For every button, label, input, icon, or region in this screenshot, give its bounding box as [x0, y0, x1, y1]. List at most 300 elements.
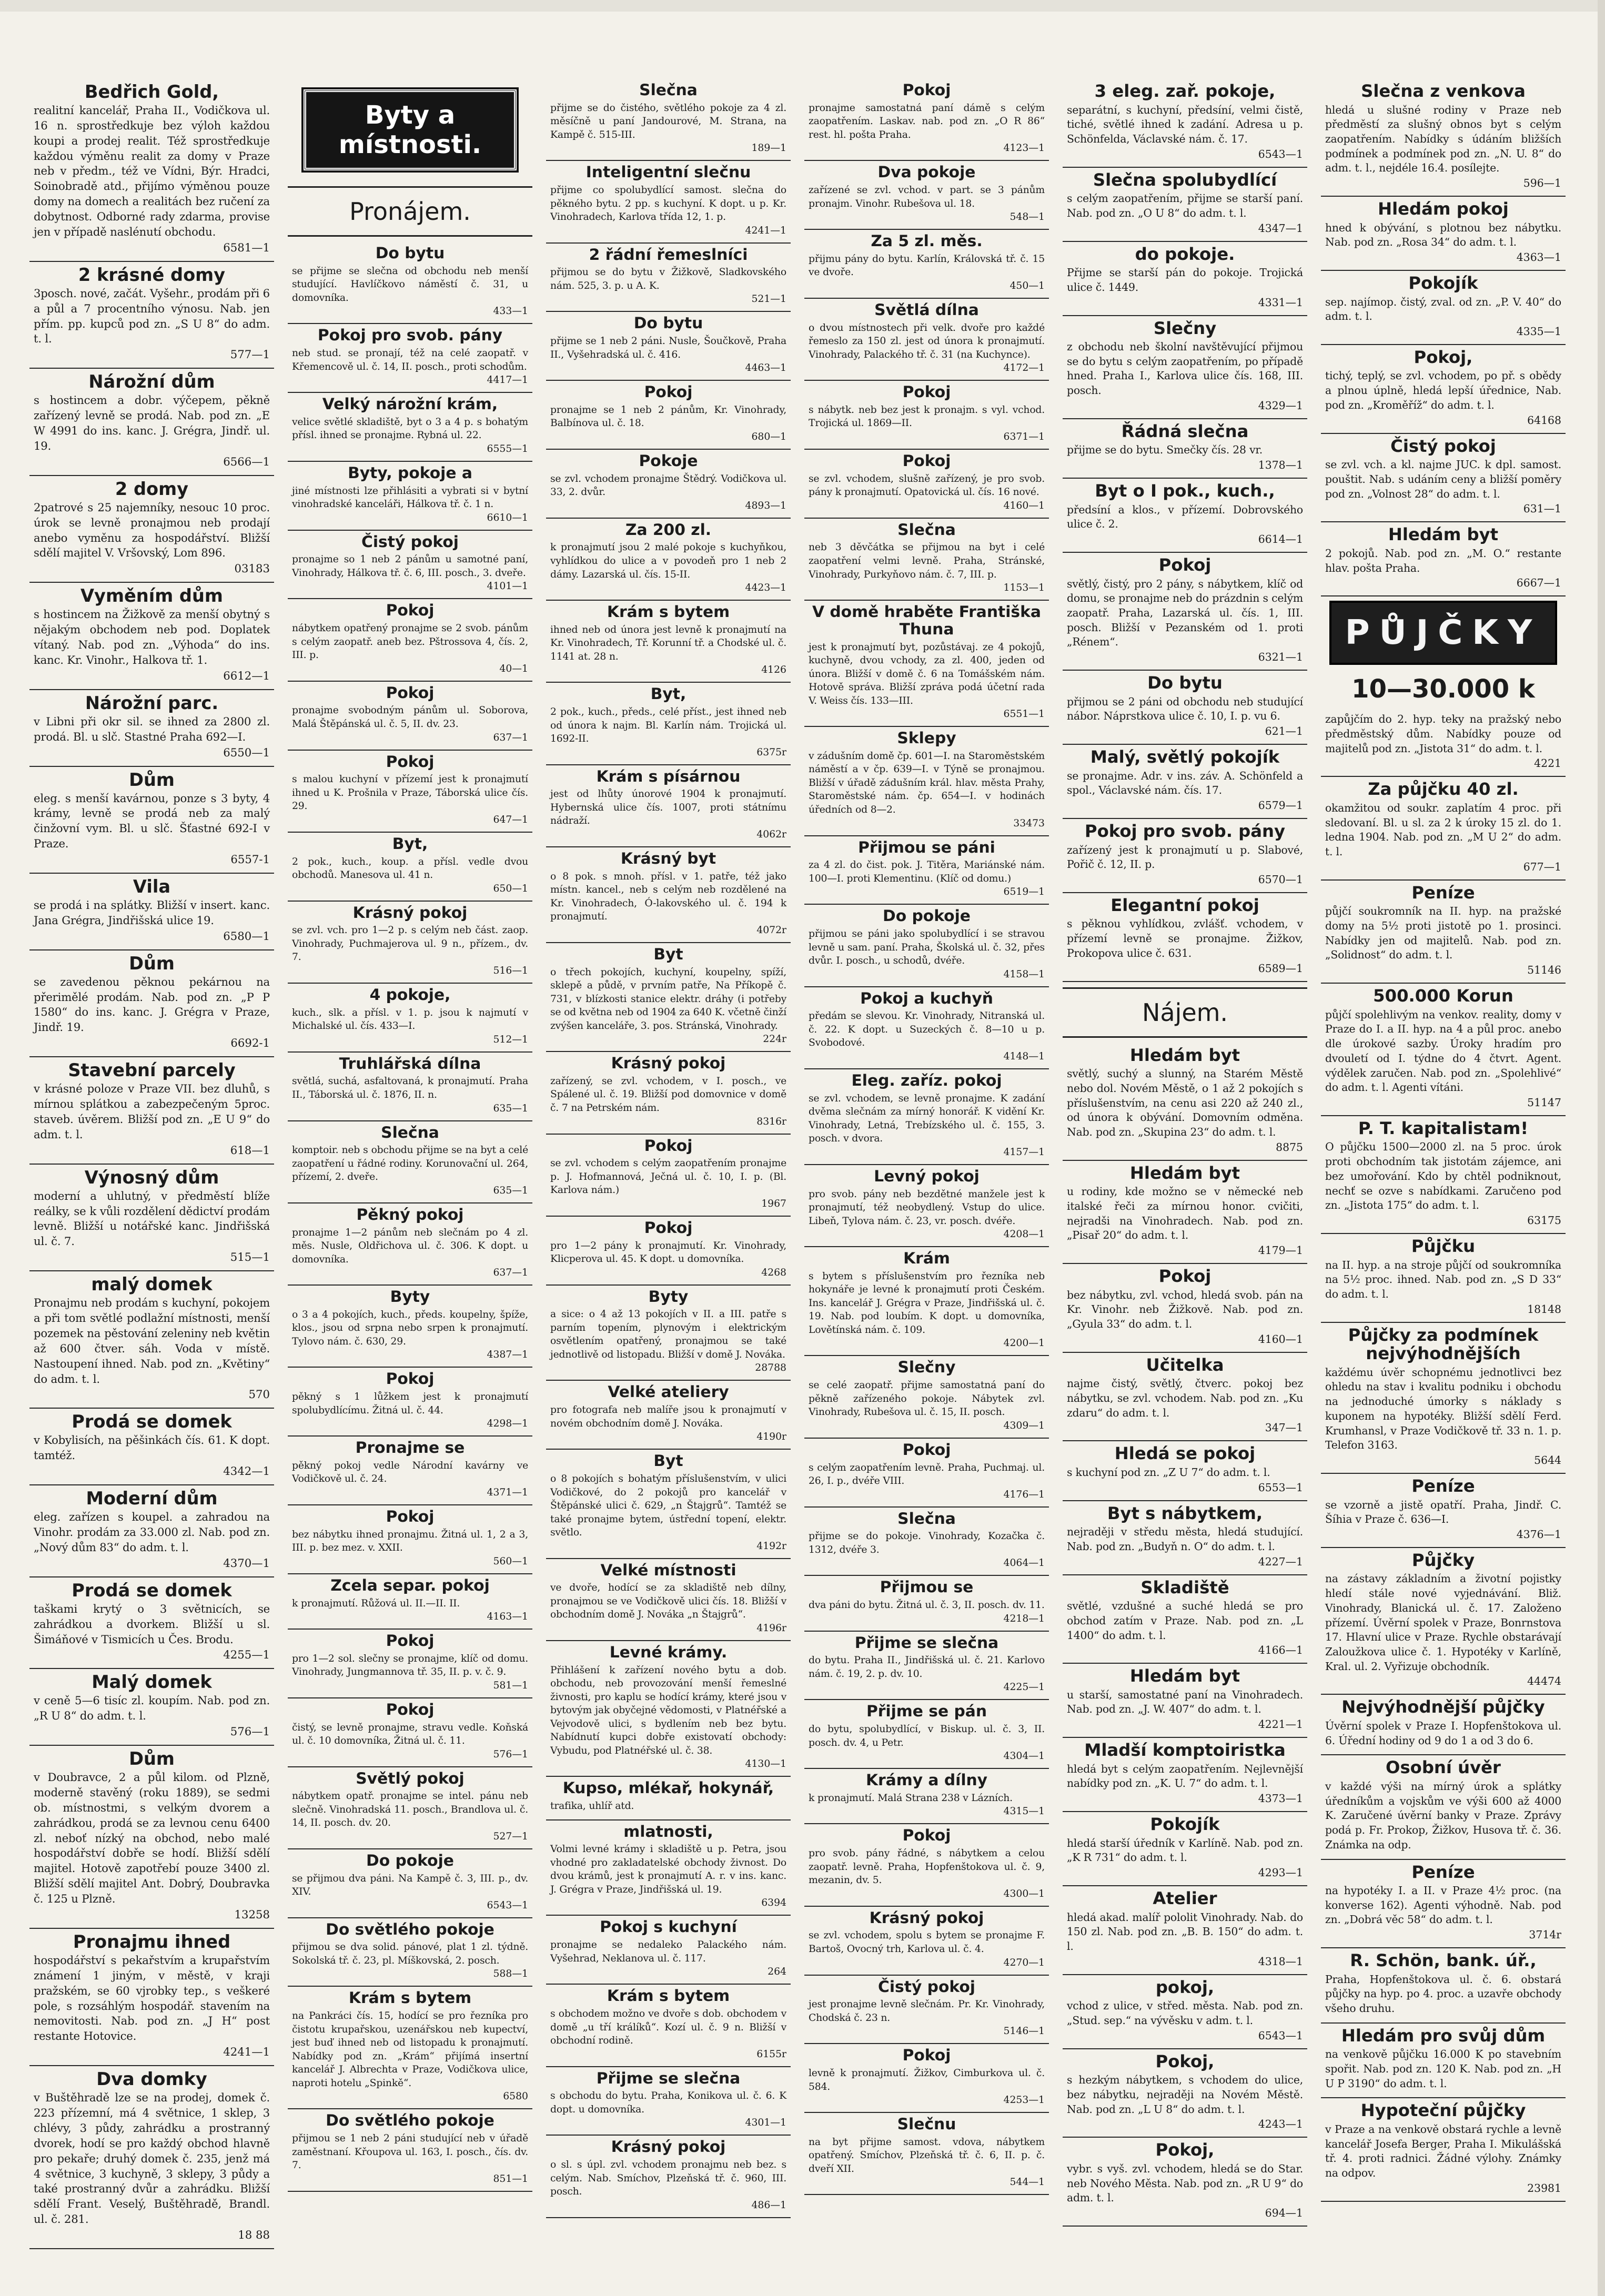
- classified-ad: [546, 2067, 791, 2136]
- classified-ad: [1063, 419, 1307, 479]
- ad-title: Pokoj: [386, 1632, 435, 1651]
- ad-code: 4101—1: [487, 581, 528, 592]
- ad-code: 4304—1: [1003, 1751, 1045, 1762]
- ad-body: v Doubravce, 2 a půl kilom. od Plzně, moderně stavěný (roku 1889), se sedmi ob. místnostmi, s velkým dvorem a zahrádkou, prodá se za levnou cenu 6400 zl. neboť nízký na obchod, nebo malé hospodářství dobře se hodí. Bližší sdělí majitel. Hotově zapotřebí pouze 3400 zl. Bližší sdělí majitel Ant. Dobrý, Doubravka č. 125 u Plzně.: [34, 1771, 270, 1906]
- ad-body: světlý, suchý a slunný, na Starém Městě nebo dol. Novém Městě, o 1 až 2 pokojích s příslušenstvím, na cenu asi 220 až 240 zl., od února k obývání. Domovním odměna. Nab. pod zn. „Skupina 23“ do adm. t. l.: [1067, 1067, 1303, 1138]
- ad-body: se zvl. vchodem, se levně pronajme. K zadání dvěma slečnám za mírný honorář. K vidění Kr. Vinohrady, Letná, Trebízského ul. č. 155, 3. posch. v dvora.: [809, 1093, 1045, 1145]
- classified-ad: [29, 1929, 274, 2066]
- classified-ad: [804, 1576, 1049, 1631]
- ad-code: 512—1: [493, 1034, 528, 1045]
- ad-body: komptoir. neb s obchodu přijme se na byt a celé zaopatření u řádné rodiny. Korunovační ul. 264, přízemí, 2. dveře.: [292, 1145, 528, 1183]
- ad-title: Pronajme se: [355, 1439, 465, 1458]
- ad-body: se celé zaopatř. přijme samostatná paní do pěkně zařízeného pokoje. Nábytek zvl. Vinohrady, Rubešova ul. č. 15, II. posch.: [809, 1380, 1045, 1418]
- ad-code: 4893—1: [745, 500, 786, 511]
- classified-ad: [1321, 522, 1566, 596]
- ad-code: 521—1: [751, 294, 786, 305]
- classified-ad: [546, 847, 791, 943]
- ad-title: Půjčky za podmínek nejvýhodnějších: [1348, 1324, 1539, 1364]
- ad-body: hned k obývání, s plotnou bez nábytku. Nab. pod zn. „Rosa 34“ do adm. t. l.: [1325, 221, 1561, 249]
- ad-title: Dům: [129, 769, 175, 790]
- ad-body: pěkný s 1 lůžkem jest k pronajmutí spolubydlícímu. Žitná ul. č. 44.: [292, 1391, 528, 1416]
- ad-body: Pronajmu neb prodám s kuchyní, pokojem a při tom světlé podlažní místnosti, menší pozemek na pěstování zeleniny neb květin až 600 čtver. sáh. Voda v místě. Nastoupení ihned. Nab. pod zn. „Květiny“ do adm. t. l.: [34, 1297, 270, 1386]
- ad-title: Pokoj: [386, 683, 435, 702]
- ad-body: na venkově půjčku 16.000 K po stavebním spořit. Nab. pod zn. 120 K. Nab. pod zn. „H U P 3190“ do adm. t. l.: [1325, 2048, 1561, 2090]
- ad-code: 650—1: [493, 883, 528, 894]
- ad-body: každému úvěr schopnému jednotlivci bez ohledu na stav i kvalitu podniku i obchodu na jednoduché úmorky s náklady s kuponem na hypotéky. Bližší sdělí Ferd. Krumhansl, v Praze Vodičkově tř. 33 n. 1. p. Telefon 3163.: [1325, 1366, 1561, 1452]
- ad-code: 4255—1: [223, 1648, 270, 1662]
- ad-code: 694—1: [1265, 2206, 1303, 2219]
- ad-title: Do světlého pokoje: [326, 2111, 494, 2130]
- ad-body: s nábytk. neb bez jest k pronajm. s vyl. vchod. Trojická ul. 1869—II.: [809, 404, 1045, 429]
- ad-title: Atelier: [1153, 1888, 1217, 1909]
- ad-code: 5146—1: [1003, 2026, 1045, 2037]
- ad-code: 6557-1: [230, 853, 270, 867]
- ad-body: v Praze a na venkově obstará rychle a levně kancelář Josefa Berger, Praha I. Mikulášská tř. 4. proti radnici. Žádné výlohy. Známky na odpov.: [1325, 2122, 1561, 2180]
- classified-ad: [1063, 1353, 1307, 1442]
- ad-title: Skladiště: [1140, 1577, 1229, 1597]
- ad-body: za 4 zl. do čist. pok. J. Titěra, Mariánské nám. 100—I. proti Klementinu. (Klíč od domu.): [809, 859, 1045, 884]
- ad-body: s bytem s příslušenstvím pro řezníka neb hokynáře je levné k pronajmutí proti Českém. Ins. kancelář J. Grégra v Praze, Jindřišská ul. č. 19. Nab. pod loubím. K dopt. u domovníka, Lovětínská nám. č. 109.: [809, 1270, 1045, 1336]
- ad-body: neb stud. se pronají, též na celé zaopatř. v Křemencově ul. č. 14, II. posch., proti schodům.: [292, 348, 528, 372]
- ad-body: hledá akad. malíř pololit Vinohrady. Nab. do 150 zl. Nab. pod zn. „B. B. 150“ do adm. t. l.: [1067, 1910, 1303, 1953]
- ad-body: z obchodu neb školní navštěvující přijmou se do bytu s celým zaopatřením, po případě hned. Praha I., Karlova ulice čís. 168, III. posch.: [1067, 340, 1303, 397]
- ad-code: 18 88: [238, 2229, 270, 2242]
- ad-body: na Pankráci čís. 15, hodící se pro řezníka pro čistotu krupařskou, uzenářskou neb kupectví, jest buď ihned neb od listopadu k pronajmutí. Nabídky pod zn. „Krám“ přijímá insertní kancelář J. Albrechta v Praze, Vodičkova ulice, naproti hotelu „Spinkě“.: [292, 2010, 528, 2089]
- ad-body: o 8 pokojích s bohatým příslušenstvím, v ulici Vodičkové, do 2 pokojů pro kancelář v Štěpánské ulici č. 629, „n Štajgrů“. Tamtéž se také pronajme bytem, ústřední topení, elektr. světlo.: [550, 1473, 786, 1539]
- ad-body: s obchodu do bytu. Praha, Konikova ul. č. 6. K dopt. u domovníka.: [550, 2090, 786, 2115]
- ad-code: 4463—1: [745, 362, 786, 374]
- classified-ad: [546, 1641, 791, 1777]
- classified-ad: [546, 161, 791, 243]
- ad-body: ihned neb od února jest levně k pronajmutí na Kr. Vinohradech, Tř. Korunní tř. a Chodské ul. č. 1141 at. 28 n.: [550, 624, 786, 662]
- ad-title: 2 domy: [115, 478, 189, 499]
- ad-title: P. T. kapitalistam!: [1358, 1118, 1529, 1138]
- ad-title: Osobní úvěr: [1386, 1757, 1501, 1778]
- classified-ad: [1321, 345, 1566, 434]
- ad-title: Sklepy: [897, 729, 956, 748]
- section-heading-najem: Nájem.: [1063, 987, 1307, 1038]
- ad-title: Slečna: [897, 1509, 956, 1528]
- ad-code: 5644: [1534, 1454, 1561, 1466]
- ad-body: velice světlé skladiště, byt o 3 a 4 p. s bohatým přísl. ihned se pronajme. Rybná ul. 22.: [292, 416, 528, 441]
- ad-title: Krásný pokoj: [869, 1908, 984, 1927]
- ad-code: 1153—1: [1003, 582, 1045, 594]
- ad-code: 6610—1: [487, 512, 528, 523]
- classified-ad: [1321, 197, 1566, 271]
- ad-title: Slečnu: [897, 2115, 956, 2134]
- classified-ad: [804, 601, 1049, 727]
- ad-title: Vyměním dům: [80, 585, 223, 606]
- classified-ad: [29, 950, 274, 1057]
- ad-code: 4241—1: [745, 225, 786, 236]
- ad-body: tichý, teplý, se zvl. vchodem, po př. s obědy a plnou úplně, hledá lepší úřednice, Nab. pod zn. „Kroměříž“ do adm. t. l.: [1325, 369, 1561, 411]
- ad-code: 4417—1: [487, 375, 528, 386]
- ad-code: 40—1: [499, 663, 528, 674]
- classified-ad: [546, 765, 791, 847]
- classified-ad: [1321, 1695, 1566, 1755]
- classified-ad: [804, 727, 1049, 836]
- ad-body: se zvl. vchodem s celým zaopatřením pronajme p. J. Hofmannová, Ječná ul. č. 10, I. p. (Bl. Karlova nám.): [550, 1158, 786, 1196]
- ad-body: se zvl. vch. a kl. najme JUC. k dpl. samost. pouštit. Nab. s udáním ceny a bližší poměry pod zn. „Volnost 28“ do adm. t. l.: [1325, 458, 1561, 500]
- ad-title: Pokoj: [386, 1700, 435, 1719]
- ad-code: 4373—1: [1258, 1792, 1303, 1805]
- ad-title: Pokoj a kuchyň: [860, 989, 993, 1008]
- classified-ad: [804, 1824, 1049, 1906]
- ad-body: přijme co spolubydlící samost. slečna do pěkného bytu. 2 pp. s kuchyní. K dopt. u p. Kr. Vinohradech, Karlova třída 12, 1. p.: [550, 185, 786, 223]
- classified-ad: [804, 1247, 1049, 1356]
- ad-body: ve dvoře, hodící se za skladiště neb dílny, pronajmou se ve Vodičkově ulici čís. 18. Bližší v obchodním domě J. Nováka „n Štajgrů“.: [550, 1582, 786, 1621]
- ad-code: 4423—1: [745, 582, 786, 594]
- classified-ad: [29, 690, 274, 767]
- ad-body: Přihlášení k zařízení nového bytu a dob. obchodu, neb provozování menší řemeslné živnosti, pro kaplu se hodící krámy, které jsou v bytovým jak obyčejné vědomosti, v Platnéřské a Vejvodově ulici, s bydlením neb bez bytu. Nabídnutí kupci dobře existovatí obchody: Vybudu, pod Platnéřské ul. č. 38.: [550, 1664, 786, 1756]
- ad-code: 6580: [503, 2091, 528, 2102]
- ad-body: O půjčku 1500—2000 zl. na 5 proc. úrok proti obchodním tak jistotám zájemce, ani bez umořování. Kdo by chtěl podniknout, nechť se ozve s nabídkami. Zaručeno pod zn. „Jistota 175“ do adm. t. l.: [1325, 1140, 1561, 1212]
- classified-ad: [804, 1069, 1049, 1165]
- ad-body: půjčí spolehlivým na venkov. reality, domy v Praze do I. a II. hyp. na 4 a půl proc. anebo dle úrokové sazby. Úroky hradím pro dvouletí od I. týdne do 4 čtvrt. Agent. výdělek zaručen. Nab. pod zn. „Spolehlivé“ do adm. t. l. Agenti vítáni.: [1325, 1008, 1561, 1094]
- classified-ad: [288, 1286, 532, 1368]
- ad-title: Řádná slečna: [1121, 421, 1249, 441]
- ad-code: 515—1: [230, 1251, 270, 1265]
- classified-ad: [288, 1121, 532, 1203]
- ad-code: 6371—1: [1003, 431, 1045, 442]
- ad-body: pro 1—2 pány k pronajmutí. Kr. Vinohrady, Klicperova ul. 45. K dopt. u domovníka.: [550, 1240, 786, 1265]
- ad-title: Pěkný pokoj: [356, 1205, 464, 1224]
- classified-ad: [1063, 242, 1307, 316]
- ad-code: 4176—1: [1003, 1489, 1045, 1500]
- ad-title: Prodá se domek: [72, 1580, 232, 1601]
- ad-title: Pokojík: [1150, 1814, 1220, 1835]
- ad-body: s celým zaopatřením levně. Praha, Puchmaj. ul. 26, I. p., dvéře VIII.: [809, 1462, 1045, 1487]
- ad-code: 6394: [761, 1897, 786, 1909]
- ad-body: světlé, vzdušné a suché hledá se pro obchod zatím v Praze. Nab. pod zn. „L 1400“ do adm. t. l.: [1067, 1600, 1303, 1642]
- ad-body: taškami krytý o 3 světnicích, se zahrádkou a dvorkem. Bližší u sl. Šimáňové v Tismicích u Čes. Brodu.: [34, 1602, 270, 1646]
- classified-ad: [1063, 1738, 1307, 1812]
- ad-title: Peníze: [1411, 1862, 1475, 1882]
- classified-ad: [804, 450, 1049, 519]
- classified-ad: [804, 299, 1049, 381]
- ad-title: V domě hraběte Františka Thuna: [812, 603, 1041, 639]
- classified-ad: [1063, 2049, 1307, 2138]
- ad-body: světlá, suchá, asfaltovaná, k pronajmutí. Praha II., Táborská ul. č. 1876, II. n.: [292, 1076, 528, 1100]
- ad-title: Půjčky: [1411, 1550, 1475, 1570]
- ad-body: na hypotéky I. a II. v Praze 4½ proc. (na konverse 162). Agenti výhodně. Nab. pod zn. „Dobrá věc 58“ do adm. t. l.: [1325, 1884, 1561, 1926]
- ad-code: 4163—1: [487, 1611, 528, 1623]
- classified-ad: [29, 583, 274, 690]
- ad-title: Peníze: [1411, 882, 1475, 903]
- ad-title: Do světlého pokoje: [326, 1920, 494, 1939]
- classified-ad: [1321, 434, 1566, 523]
- ad-body: pronajme se 1 neb 2 pánům, Kr. Vinohrady, Balbínova ul. č. 18.: [550, 404, 786, 429]
- classified-ad: [1321, 1548, 1566, 1695]
- ad-title: Pronajmu ihned: [73, 1931, 231, 1952]
- ad-code: 6321—1: [1258, 651, 1303, 664]
- classified-ad: [804, 2113, 1049, 2195]
- ad-body: s malou kuchyní v přízemí jest k pronajmutí ihned u K. Prošnila v Praze, Táborská ulice čís. 29.: [292, 774, 528, 812]
- ad-title: Byt: [653, 945, 683, 964]
- ad-title: Peníze: [1411, 1476, 1475, 1496]
- classified-ad: [1321, 1948, 1566, 2024]
- ad-title: Truhlářská dílna: [339, 1054, 481, 1073]
- ad-body: pronajme samostatná paní dámě s celým zaopatřením. Laskav. nab. pod zn. „O R 86“ rest. hl. pošta Praha.: [809, 102, 1045, 140]
- loan-amount-heading: 10—30.000 k: [1351, 674, 1535, 704]
- classified-ad: [288, 1698, 532, 1767]
- classified-ad: [1063, 893, 1307, 982]
- ad-body: eleg. s menší kavárnou, ponze s 3 byty, 4 krámy, levně se prodá neb za malý činžovní vym. Bl. u slč. Šťastné 692-I v Praze.: [34, 792, 270, 851]
- classified-ad: [546, 1217, 791, 1286]
- ad-title: Krásný pokoj: [611, 1054, 726, 1073]
- ad-code: 4208—1: [1003, 1229, 1045, 1240]
- ad-body: 3posch. nové, začát. Vyšehr., prodám při 6 a půl a 7 procentního výnosu. Nab. jen přím. pp. kupců pod zn. „S U 8“ do adm. t. l.: [34, 287, 270, 346]
- classified-ad: [1321, 271, 1566, 345]
- ad-title: Slečna: [381, 1123, 439, 1142]
- ad-code: 51146: [1527, 964, 1561, 977]
- section-heading-pronajem: Pronájem.: [288, 186, 532, 237]
- classified-ad: [804, 1165, 1049, 1247]
- classified-ad: [29, 369, 274, 476]
- ad-title: Velké ateliery: [608, 1383, 729, 1402]
- ad-body: hospodářství s pekařstvím a krupařstvím známení 1 jiným, v městě, v kraji pražském, se 60 vjrobky tep., s veškeré pole, s rozsáhlým hospodář. stavením na nemovitosti. Nab. pod zn. „J H“ post restante Hotovice.: [34, 1954, 270, 2044]
- ad-body: přijmu pány do bytu. Karlín, Královská tř. č. 15 ve dvoře.: [809, 253, 1045, 278]
- ad-title: Vila: [133, 876, 171, 897]
- ad-code: 4363—1: [1516, 251, 1561, 264]
- classified-ad: [546, 943, 791, 1052]
- ad-body: bez nábytku ihned pronajmu. Žitná ul. 1, 2 a 3, III. p. bez mez. v. XXII.: [292, 1529, 528, 1554]
- classified-ad: [804, 1907, 1049, 1976]
- classified-ad: [546, 450, 791, 519]
- ad-title: Pokoj,: [1414, 347, 1473, 367]
- ad-title: Přijme se pán: [866, 1702, 987, 1721]
- ad-title: Krásný pokoj: [352, 903, 468, 922]
- ad-code: 4172—1: [1003, 362, 1045, 374]
- classified-ad: [29, 262, 274, 369]
- ad-code: 18148: [1527, 1302, 1561, 1316]
- ad-code: 28788: [755, 1362, 786, 1374]
- ad-body: zařízené se zvl. vchod. v part. se 3 pánům pronajm. Vinohr. Rubešova ul. 18.: [809, 185, 1045, 209]
- classified-ad: [1063, 745, 1307, 819]
- ad-title: Pokoj pro svob. pány: [317, 326, 503, 345]
- ad-code: 224r: [763, 1034, 786, 1045]
- ad-title: Slečna spolubydlící: [1093, 169, 1277, 190]
- classified-ad: [288, 324, 532, 393]
- ad-body: Úvěrní spolek v Praze I. Hopfenštokova ul. 6. Úřední hodiny od 9 do 1 a od 3 do 6.: [1325, 1719, 1561, 1747]
- ad-code: 6589—1: [1258, 962, 1303, 975]
- ad-title: Hledám byt: [1129, 1666, 1240, 1686]
- column-5: [1063, 79, 1307, 2251]
- classified-ad: [1063, 1441, 1307, 1501]
- ad-title: Nárožní parc.: [85, 692, 219, 713]
- ad-body: přijmou se 1 neb 2 páni studující neb v úřadě zaměstnaní. Křoupova ul. 163, I. posch., čís. dv. 7.: [292, 2133, 528, 2171]
- classified-ad: [546, 1559, 791, 1641]
- classified-ad: [288, 1767, 532, 1849]
- ad-code: 635—1: [493, 1103, 528, 1114]
- pujcky-banner: PŮJČKY: [1329, 601, 1557, 665]
- ad-code: 6553—1: [1258, 1481, 1303, 1494]
- classified-ad: [29, 2066, 274, 2249]
- ad-title: Byt s nábytkem,: [1107, 1503, 1263, 1523]
- classified-ad: [288, 1505, 532, 1574]
- ad-body: Přijme se starší pán do pokoje. Trojická ulice č. 1449.: [1067, 266, 1303, 294]
- ad-body: o 3 a 4 pokojích, kuch., předs. koupelny, špíže, klos., jsou od srpna nebo srpen k pronajmutí. Tylovo nám. č. 630, 29.: [292, 1309, 528, 1347]
- classified-ad: [1063, 168, 1307, 242]
- ad-title: Přijmou se: [880, 1578, 974, 1597]
- classified-ad: [288, 751, 532, 833]
- ad-body: vchod z ulice, v střed. města. Nab. pod zn. „Stud. sep.“ na vývěsku v adm. t. l.: [1067, 1999, 1303, 2027]
- ad-title: Mladší komptoiristka: [1084, 1740, 1286, 1761]
- ad-body: pro fotografa neb malíře jsou k pronajmutí v novém obchodním domě J. Nováka.: [550, 1404, 786, 1429]
- ad-code: 4158—1: [1003, 968, 1045, 980]
- ad-body: s celým zaopatřením, přijme se starší paní. Nab. pod zn. „O U 8“ do adm. t. l.: [1067, 192, 1303, 219]
- ad-code: 4300—1: [1003, 1888, 1045, 1899]
- classified-ad: [288, 984, 532, 1053]
- ad-code: 4192r: [756, 1540, 786, 1552]
- ad-title: Hledám byt: [1388, 524, 1499, 545]
- ad-body: se zvl. vchodem, slušně zařízený, je pro svob. pány k pronajmutí. Opatovická ul. čís. 16 nové.: [809, 473, 1045, 498]
- section-masthead: Byty a místnosti.: [304, 89, 517, 170]
- ad-body: nábytkem opatř. pronajme se intel. pánu neb slečně. Vinohradská 11. posch., Brandlova ul. č. 14, II. posch. dv. 20.: [292, 1791, 528, 1829]
- ad-code: 631—1: [1523, 502, 1561, 515]
- ad-code: 51147: [1527, 1096, 1561, 1109]
- page-top-edge: [0, 0, 1605, 12]
- ad-code: 4190r: [756, 1431, 786, 1443]
- ad-title: Slečny: [1153, 318, 1217, 338]
- ad-code: 4179—1: [1258, 1244, 1303, 1257]
- ad-body: jest od lhůty únorové 1904 k pronajmutí. Hybernská ulice čís. 1007, proti státnímu nádraží.: [550, 788, 786, 827]
- classified-ad: [1063, 1264, 1307, 1353]
- classified-ad: [546, 1820, 791, 1916]
- ad-title: Prodá se domek: [72, 1411, 232, 1432]
- classified-ad: [1321, 1116, 1566, 1234]
- ad-body: o sl. s úpl. zvl. vchodem pronajmu neb bez. s celým. Nab. Smíchov, Plzeňská tř. č. 960, III. posch.: [550, 2159, 786, 2198]
- column-6-ads-pujcky: [1321, 709, 1566, 2202]
- ad-title: 500.000 Korun: [1373, 986, 1513, 1006]
- classified-ad: [29, 1746, 274, 1929]
- ad-title: Pokoj: [386, 1370, 435, 1389]
- classified-ad: [1321, 1860, 1566, 1949]
- classified-ad: [288, 1368, 532, 1437]
- classified-ad: [804, 2044, 1049, 2113]
- ad-title: Půjčku: [1411, 1236, 1476, 1257]
- ad-body: přijmou se páni jako spolubydlící i se stravou levně u sam. paní. Praha, Školská ul. č. 32, přes dvůr. I. posch., u schodů, dvéře.: [809, 928, 1045, 967]
- classified-ad: [1063, 1812, 1307, 1886]
- ad-body: se zvl. vchodem, spolu s bytem se pronajme F. Bartoš, Ovocný trh, Karlova ul. č. 4.: [809, 1930, 1045, 1955]
- ad-code: 44474: [1527, 1675, 1561, 1688]
- ad-body: na II. hyp. a na stroje půjčí od soukromníka na 5½ proc. ihned. Nab. pod zn. „S D 33“ do adm. t. l.: [1325, 1258, 1561, 1300]
- ad-title: Velký nárožní krám,: [322, 395, 498, 414]
- classified-ad: [1321, 1234, 1566, 1323]
- ad-code: 4371—1: [487, 1487, 528, 1498]
- ad-code: 4064—1: [1003, 1557, 1045, 1569]
- classified-ad: [804, 1769, 1049, 1824]
- ad-title: Krám s bytem: [348, 1989, 472, 2008]
- ad-title: Dům: [129, 1748, 175, 1769]
- ad-title: Světlá dílna: [874, 300, 979, 319]
- ad-code: 4387—1: [487, 1349, 528, 1361]
- ad-title: Krám s bytem: [607, 603, 730, 622]
- ad-title: malý domek: [91, 1274, 213, 1295]
- classified-ad: [1063, 479, 1307, 553]
- ad-body: pro 1—2 sol. slečny se pronajme, klíč od domu. Vinohrady, Jungmannova tř. 35, II. p. v. č. 9.: [292, 1653, 528, 1678]
- ad-title: pokoj,: [1155, 1977, 1215, 1997]
- ad-body: zařízený, se zvl. vchodem, v I. posch., ve Spálené ul. č. 19. Bližší pod domovnice v domě č. 7 na Petrském nám.: [550, 1075, 786, 1114]
- ad-code: 4130—1: [745, 1758, 786, 1770]
- ad-code: 4157—1: [1003, 1146, 1045, 1158]
- ad-code: 4218—1: [1003, 1613, 1045, 1624]
- ad-code: 621—1: [1265, 725, 1303, 738]
- ad-body: s pěknou vyhlídkou, zvlášť. vchodem, v přízemí levně se pronajme. Žižkov, Prokopova ulice č. 631.: [1067, 917, 1303, 959]
- ad-body: na byt přijme samost. vdova, nábytkem opatřený. Smíchov, Plzeňská tř. č. 6, II. p. č. dveří XII.: [809, 2136, 1045, 2174]
- ad-title: Za 200 zl.: [625, 520, 712, 539]
- ad-body: se zvl. vchodem pronajme Štědrý. Vodičkova ul. 33, 2. dvůr.: [550, 473, 786, 498]
- ad-title: Pokoj: [386, 601, 435, 620]
- ad-body: předám se slevou. Kr. Vinohrady, Nitranská ul. č. 22. K dopt. u Suzeckých č. 8—10 u p. Svobodové.: [809, 1010, 1045, 1049]
- ad-body: pronajme se nedaleko Palackého nám. Vyšehrad, Neklanova ul. č. 117.: [550, 1939, 786, 1964]
- classified-ad: [288, 682, 532, 751]
- ad-body: zařízený jest k pronajmutí u p. Slabové, Pořič č. 12, II. p.: [1067, 843, 1303, 871]
- ad-code: 64168: [1527, 413, 1561, 427]
- ad-title: Hledám pro svůj dům: [1341, 2025, 1546, 2046]
- ad-code: 4221—1: [1258, 1718, 1303, 1731]
- classified-ad: [546, 1985, 791, 2067]
- ad-title: Byt,: [650, 685, 687, 704]
- classified-ad: [288, 462, 532, 531]
- ad-title: Světlý pokoj: [356, 1769, 465, 1788]
- classified-ad: [546, 1135, 791, 1217]
- classified-ad: [546, 1450, 791, 1559]
- classified-ad: [804, 1508, 1049, 1576]
- classified-ad: [804, 1439, 1049, 1508]
- ad-title: Za půjčku 40 zl.: [1368, 779, 1519, 800]
- ad-body: k pronajmutí jsou 2 malé pokoje s kuchyňkou, vyhlídkou do ulice a v povodeň pro 1 neb 2 dámy. Lazarská ul. čís. 15-II.: [550, 542, 786, 580]
- ad-code: 8316r: [756, 1116, 786, 1127]
- ad-code: 13258: [234, 1908, 270, 1921]
- classified-ad: [29, 1271, 274, 1409]
- ad-body: s hezkým nábytkem, s vchodem do ulice, bez nábytku, nejraději na Novém Městě. Nab. pod zn. „L U 8“ do adm. t. l.: [1067, 2074, 1303, 2116]
- ad-body: jiné místnosti lze přihlásiti a vybrati si v bytní vinohradské kanceláři, Hálkova tř. č. 1 n.: [292, 485, 528, 510]
- classified-ad: [546, 1916, 791, 1985]
- classified-ad: [546, 244, 791, 312]
- ad-title: R. Schön, bank. úř.,: [1350, 1950, 1537, 1971]
- classified-ad: [804, 381, 1049, 450]
- ad-code: 1967: [761, 1198, 786, 1209]
- classified-ad: [1063, 671, 1307, 745]
- ad-code: 637—1: [493, 1267, 528, 1279]
- classified-ad: [288, 2109, 532, 2191]
- ad-title: Čistý pokoj: [878, 1977, 975, 1996]
- ad-body: jest pronajme levně slečnám. Pr. Kr. Vinohrady, Chodská č. 23 n.: [809, 1999, 1045, 2024]
- column-4: [804, 79, 1049, 2251]
- classified-ad: [804, 836, 1049, 905]
- ad-body: 2 pok., kuch., koup. a přísl. vedle dvou obchodů. Manesova ul. 41 n.: [292, 856, 528, 881]
- ad-title: 3 eleg. zař. pokoje,: [1094, 81, 1276, 101]
- classified-ad: [546, 1052, 791, 1134]
- ad-title: Eleg. zaříz. pokoj: [851, 1071, 1002, 1090]
- ad-code: 581—1: [493, 1680, 528, 1691]
- ad-title: Pokoj: [902, 451, 951, 470]
- ad-title: Inteligentní slečnu: [586, 163, 751, 182]
- classified-ad: [1321, 881, 1566, 984]
- ad-code: 189—1: [751, 143, 786, 154]
- classified-ad: [1321, 984, 1566, 1116]
- ad-body: Praha, Hopfenštokova ul. č. 6. obstará půjčky na hyp. po 4. proc. a uzavře obchody všeho druhu.: [1325, 1973, 1561, 2015]
- classified-ad: [546, 683, 791, 765]
- ad-body: 2 pok., kuch., předs., celé příst., jest ihned neb od února k najm. Bl. Karlín nám. Trojická ul. 1692-II.: [550, 706, 786, 745]
- ad-title: Pokoj: [902, 1440, 951, 1459]
- classified-ad: [1321, 2098, 1566, 2201]
- ad-title: Velké místnosti: [600, 1561, 736, 1580]
- ad-body: vybr. s vyš. zvl. vchodem, hledá se do Star. neb Nového Města. Nab. pod zn. „R U 9“ do adm. t. l.: [1067, 2162, 1303, 2204]
- classified-ad: [288, 1918, 532, 1987]
- ad-body: pěkný pokoj vedle Národní kavárny ve Vodičkově ul. č. 24.: [292, 1460, 528, 1485]
